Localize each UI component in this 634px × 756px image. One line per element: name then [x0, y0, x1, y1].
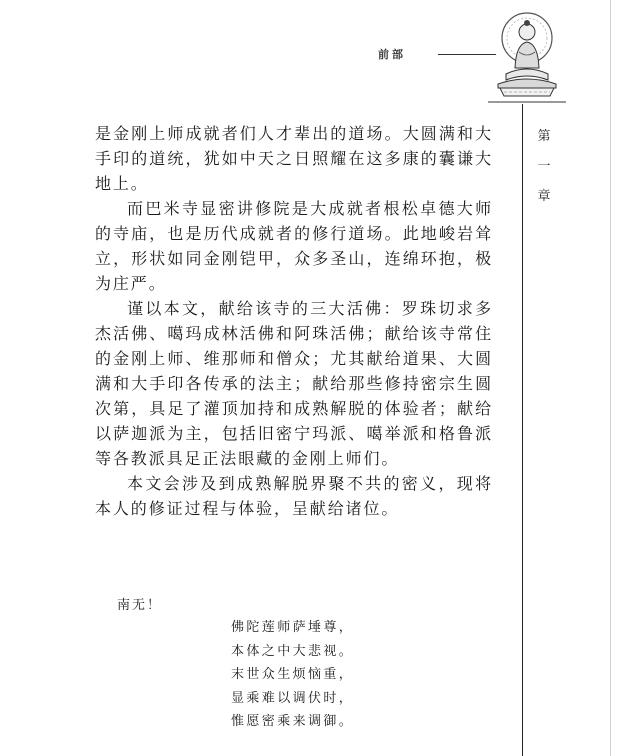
chapter-marker-char: 章: [537, 189, 551, 204]
chapter-marker: [533, 122, 555, 212]
verse-line: 惟愿密乘来调御。: [231, 714, 355, 729]
verse: [231, 616, 354, 734]
chapter-marker-char: 一: [537, 159, 551, 174]
paragraph: 本文会涉及到成熟解脱界聚不共的密义，现将本人的修证过程与体验，呈献给诸位。: [95, 474, 493, 518]
paragraph: 而巴米寺显密讲修院是大成就者根松卓德大师的寺庙，也是历代成就者的修行道场。此地峻岩耸立，形状如同金刚铠甲，众多圣山，连绵环抱，极为庄严。: [95, 199, 493, 293]
salutation: 南无！: [117, 598, 163, 613]
margin-vertical-rule: [522, 104, 523, 756]
page-edge-divider: [610, 0, 611, 756]
verse-line: 末世众生烦恼重，: [231, 667, 355, 682]
paragraph: 是金刚上师成就者们人才辈出的道场。大圆满和大手印的道统，犹如中天之日照耀在这多康的囊谦大地上。: [95, 124, 493, 193]
paragraph: 谨以本文，献给该寺的三大活佛：罗珠切求多杰活佛、噶玛成林活佛和阿珠活佛；献给该寺常住的金刚上师、维那师和僧众；尤其献给道果、大圆满和大手印各传承的法主；献给那些修持密宗生圆次第，具足了灌顶加持和成熟解脱的体验者；献给以萨迦派为主，包括旧密宁玛派、噶举派和格鲁派等各教派具足正法眼藏的金刚上师们。: [95, 299, 493, 468]
running-header-title: 前部: [378, 48, 406, 61]
chapter-marker-char: 第: [537, 129, 551, 144]
buddha-figure-icon: [486, 8, 568, 104]
verse-line: 本体之中大悲视。: [231, 643, 355, 659]
verse-line: 显乘难以调伏时，: [231, 690, 355, 706]
body-text: [95, 121, 493, 521]
verse-line: 佛陀莲师萨埵尊，: [231, 620, 355, 635]
